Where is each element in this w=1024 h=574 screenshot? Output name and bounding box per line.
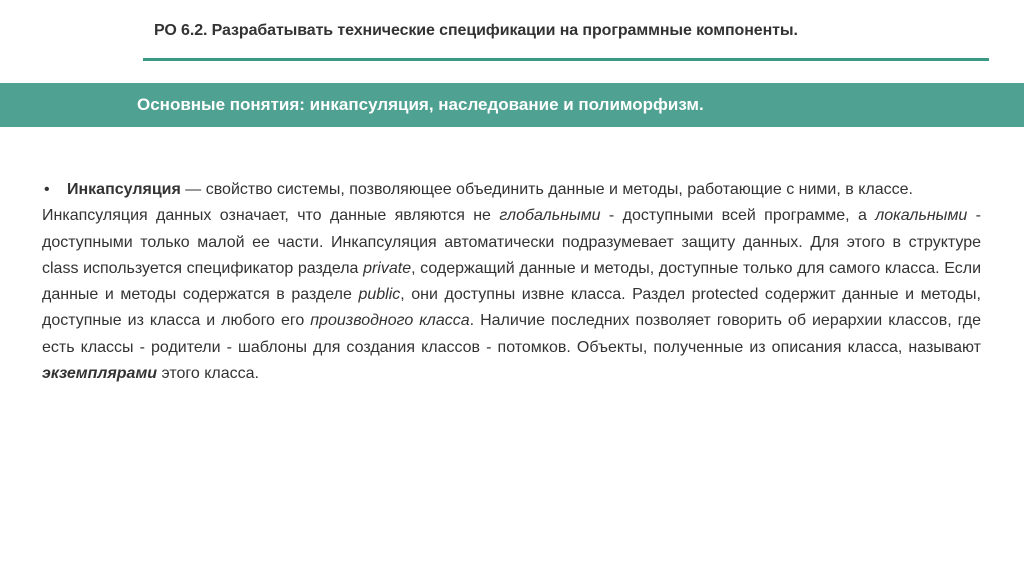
paragraph-italic-public: public xyxy=(358,286,401,304)
slide-body xyxy=(42,177,981,387)
section-banner xyxy=(0,83,1024,127)
paragraph-text-6: . Наличие последних позволяет говорить об иерархии классов, где есть классы - родители - шаблоны для создания классов - потомков. Объекты, полученные из описания класса, называют xyxy=(42,312,982,356)
bullet-term: Инкапсуляция xyxy=(67,181,181,198)
paragraph-text-2: - доступными всей программе, а xyxy=(600,207,876,225)
slide-header-title: РО 6.2. Разрабатывать технические спецификации на программные компоненты. xyxy=(154,22,798,39)
paragraph-italic-local: локальными xyxy=(875,207,968,225)
bullet-definition: — свойство системы, позволяющее объединить данные и методы, работающие с ними, в классе. xyxy=(180,181,913,198)
banner-title: Основные понятия: инкапсуляция, наследование и полиморфизм. xyxy=(137,95,704,114)
paragraph-italic-private: private xyxy=(363,259,412,277)
paragraph-text-3: - доступными только малой ее части. Инкапсуляция автоматически подразумевает защиту данных. Для этого в структуре class используется спецификатор раздела xyxy=(42,207,982,277)
paragraph-text-7: этого класса. xyxy=(157,365,259,383)
bullet-marker: • xyxy=(44,181,50,198)
paragraph-text-4: , содержащий данные и методы, доступные только для самого класса. Если данные и методы содержатся в разделе xyxy=(42,259,982,304)
bullet-item-encapsulation xyxy=(42,177,981,203)
paragraph-text-5: , они доступны извне класса. Раздел protected содержит данные и методы, доступные из класса и любого его xyxy=(42,286,981,330)
body-paragraph xyxy=(42,203,981,387)
paragraph-italic-derived-class: производного класса xyxy=(310,312,470,330)
header-divider xyxy=(143,58,989,61)
paragraph-italic-global: глобальными xyxy=(499,207,601,225)
paragraph-bold-italic-instances: экземплярами xyxy=(42,365,158,383)
paragraph-text-1: Инкапсуляция данных означает, что данные являются не xyxy=(42,207,500,225)
